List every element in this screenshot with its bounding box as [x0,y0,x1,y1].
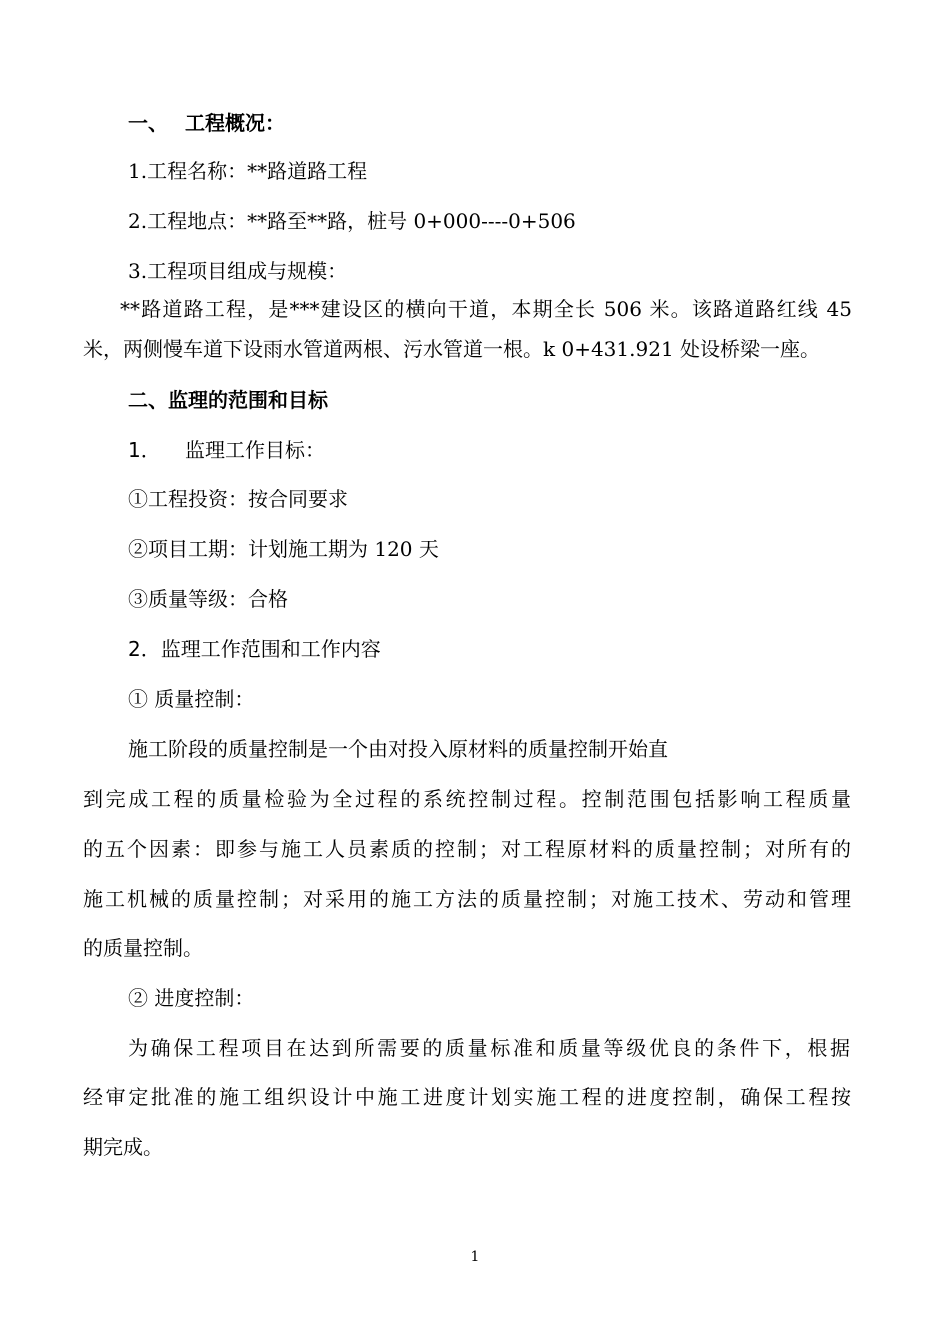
quality-control-label: ① 质量控制： [128,687,255,711]
quality-paragraph-line-5: 的质量控制。 [83,936,203,960]
quality-paragraph-line-2: 到完成工程的质量检验为全过程的系统控制过程。控制范围包括影响工程质量 [83,787,851,811]
subheading-number: 1． [128,438,161,462]
project-scope-line: 3.工程项目组成与规模： [128,259,348,283]
scope-paragraph-line-2: 米，两侧慢车道下设雨水管道两根、污水管道一根。k 0+431.921 处设桥梁一座。 [83,337,821,361]
progress-paragraph-line-3: 期完成。 [83,1135,163,1159]
goal-investment: ①工程投资：按合同要求 [128,487,348,511]
subheading-goals [128,437,325,463]
scope-paragraph-line-1: **路道路工程，是***建设区的横向干道，本期全长 506 米。该路道路红线 45 [120,297,852,321]
subheading-scope-content: 2．监理工作范围和工作内容 [128,637,381,661]
quality-paragraph-line-1: 施工阶段的质量控制是一个由对投入原材料的质量控制开始直 [128,737,668,761]
goal-quality: ③质量等级：合格 [128,587,288,611]
subheading-text: 监理工作目标： [185,438,325,462]
progress-paragraph-line-1: 为确保工程项目在达到所需要的质量标准和质量等级优良的条件下，根据 [128,1036,850,1060]
quality-paragraph-line-4: 施工机械的质量控制；对采用的施工方法的质量控制；对施工技术、劳动和管理 [83,887,851,911]
progress-control-label: ② 进度控制： [128,986,255,1010]
heading-number: 一、 [128,111,168,135]
project-name-line: 1.工程名称：**路道路工程 [128,159,368,183]
page-number: 1 [470,1249,480,1265]
heading-text: 工程概况： [185,111,285,135]
progress-paragraph-line-2: 经审定批准的施工组织设计中施工进度计划实施工程的进度控制，确保工程按 [83,1085,851,1109]
goal-schedule: ②项目工期：计划施工期为 120 天 [128,537,439,561]
section-heading-overview [128,110,285,136]
quality-paragraph-line-3: 的五个因素：即参与施工人员素质的控制；对工程原材料的质量控制；对所有的 [83,837,851,861]
project-location-line: 2.工程地点：**路至**路，桩号 0+000----0+506 [128,209,576,233]
section-heading-scope-goals: 二、监理的范围和目标 [128,388,328,412]
